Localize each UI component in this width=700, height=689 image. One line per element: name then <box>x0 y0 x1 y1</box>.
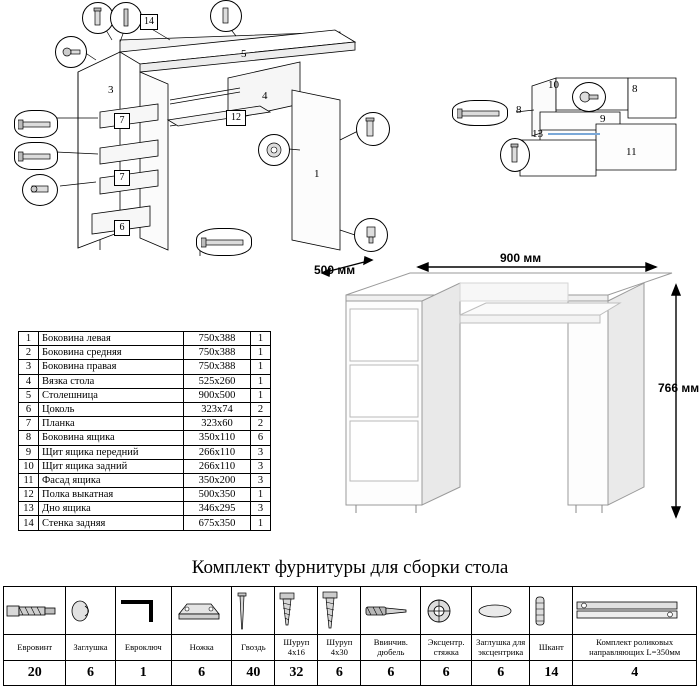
hardware-count-nail: 40 <box>232 661 275 686</box>
width-dimension-label: 900 мм <box>500 251 542 265</box>
hardware-name-foot: Ножка <box>171 635 231 661</box>
part-number-14: 14 <box>140 14 158 30</box>
dowel-icon <box>530 587 573 635</box>
callout-bubble <box>22 174 58 206</box>
callout-bubble <box>356 112 390 146</box>
hardware-count-eccentric-cap: 6 <box>472 661 530 686</box>
callout-bubble <box>354 218 388 252</box>
table-row: 6 Цоколь 323х74 2 <box>19 402 271 416</box>
hardware-name-nail: Гвоздь <box>232 635 275 661</box>
part-number-4: 4 <box>262 90 268 102</box>
table-row: 5 Столешница 900х500 1 <box>19 388 271 402</box>
hardware-name-dowel: Шкант <box>530 635 573 661</box>
dimension-drawing <box>300 251 700 555</box>
hardware-name-eccentric: Эксцентр. стяжка <box>421 635 472 661</box>
part-number-8b: 8 <box>516 104 522 116</box>
callout-bubble <box>258 134 290 166</box>
euroscrew-icon <box>4 587 66 635</box>
hardware-count-slide-rail: 4 <box>573 661 697 686</box>
callout-bubble <box>14 142 58 170</box>
desk-isometric-svg <box>300 255 700 555</box>
hardware-count-dowel: 14 <box>530 661 573 686</box>
callout-bubble <box>196 228 252 256</box>
slide-rail-icon <box>573 587 697 635</box>
table-row: 10 Щит ящика задний 266х110 3 <box>19 459 271 473</box>
part-number-13: 13 <box>532 128 543 140</box>
part-number-8: 8 <box>632 83 638 95</box>
table-row: 1 Боковина левая 750х388 1 <box>19 332 271 346</box>
table-row: 2 Боковина средняя 750х388 1 <box>19 346 271 360</box>
exploded-assembly-diagram <box>0 0 700 262</box>
part-number-12: 12 <box>226 110 246 126</box>
hardware-table <box>3 586 697 686</box>
height-dimension-label: 766 мм <box>658 381 700 395</box>
part-number-1: 1 <box>314 168 320 180</box>
screw-4x30-icon <box>318 587 361 635</box>
hardware-count-euroscrew: 20 <box>4 661 66 686</box>
callout-bubble <box>452 100 508 126</box>
part-number-7b: 7 <box>114 170 130 186</box>
callout-bubble <box>500 138 530 172</box>
hardware-name-screw-4x30: Шуруп 4х30 <box>318 635 361 661</box>
screw-4x16-icon <box>275 587 318 635</box>
hardware-name-eccentric-cap: Заглушка для эксцентрика <box>472 635 530 661</box>
table-row: 4 Вязка стола 525х260 1 <box>19 374 271 388</box>
table-row: 7 Планка 323х60 2 <box>19 417 271 431</box>
part-number-5: 5 <box>241 48 247 60</box>
part-number-3: 3 <box>108 84 114 96</box>
exploded-diagram-svg <box>0 0 700 262</box>
eccentric-icon <box>421 587 472 635</box>
part-number-10: 10 <box>548 79 559 91</box>
table-row: 14 Стенка задняя 675х350 1 <box>19 516 271 530</box>
hardware-count-cap: 6 <box>66 661 115 686</box>
hardware-count-foot: 6 <box>171 661 231 686</box>
callout-bubble <box>210 0 242 32</box>
allen-key-icon <box>115 587 171 635</box>
table-row: 8 Боковина ящика 350х110 6 <box>19 431 271 445</box>
callout-bubble <box>572 82 606 112</box>
hardware-name-allen-key: Евроключ <box>115 635 171 661</box>
screw-in-dowel-icon <box>361 587 421 635</box>
callout-bubble <box>14 110 58 138</box>
foot-icon <box>171 587 231 635</box>
hardware-name-slide-rail: Комплект роликовых направляющих L=350мм <box>573 635 697 661</box>
table-row: 3 Боковина правая 750х388 1 <box>19 360 271 374</box>
parts-table <box>18 331 271 531</box>
table-row: 12 Полка выкатная 500х350 1 <box>19 488 271 502</box>
depth-dimension-label: 500 мм <box>314 263 356 277</box>
part-number-9: 9 <box>600 113 606 125</box>
hardware-section-title: Комплект фурнитуры для сборки стола <box>191 557 509 578</box>
nail-icon <box>232 587 275 635</box>
part-number-11: 11 <box>626 146 637 158</box>
cap-icon <box>66 587 115 635</box>
hardware-name-euroscrew: Евровинт <box>4 635 66 661</box>
hardware-name-cap: Заглушка <box>66 635 115 661</box>
eccentric-cap-icon <box>472 587 530 635</box>
part-number-7: 7 <box>114 113 130 129</box>
hardware-count-allen-key: 1 <box>115 661 171 686</box>
part-number-6: 6 <box>114 220 130 236</box>
table-row: 13 Дно ящика 346х295 3 <box>19 502 271 516</box>
hardware-count-screw-in-dowel: 6 <box>361 661 421 686</box>
hardware-name-screw-4x16: Шуруп 4х16 <box>275 635 318 661</box>
hardware-count-screw-4x16: 32 <box>275 661 318 686</box>
callout-bubble <box>110 2 142 34</box>
hardware-name-screw-in-dowel: Ввинчив. дюбель <box>361 635 421 661</box>
hardware-count-screw-4x30: 6 <box>318 661 361 686</box>
table-row: 11 Фасад ящика 350х200 3 <box>19 473 271 487</box>
callout-bubble <box>55 36 87 68</box>
table-row: 9 Щит ящика передний 266х110 3 <box>19 445 271 459</box>
hardware-count-eccentric: 6 <box>421 661 472 686</box>
